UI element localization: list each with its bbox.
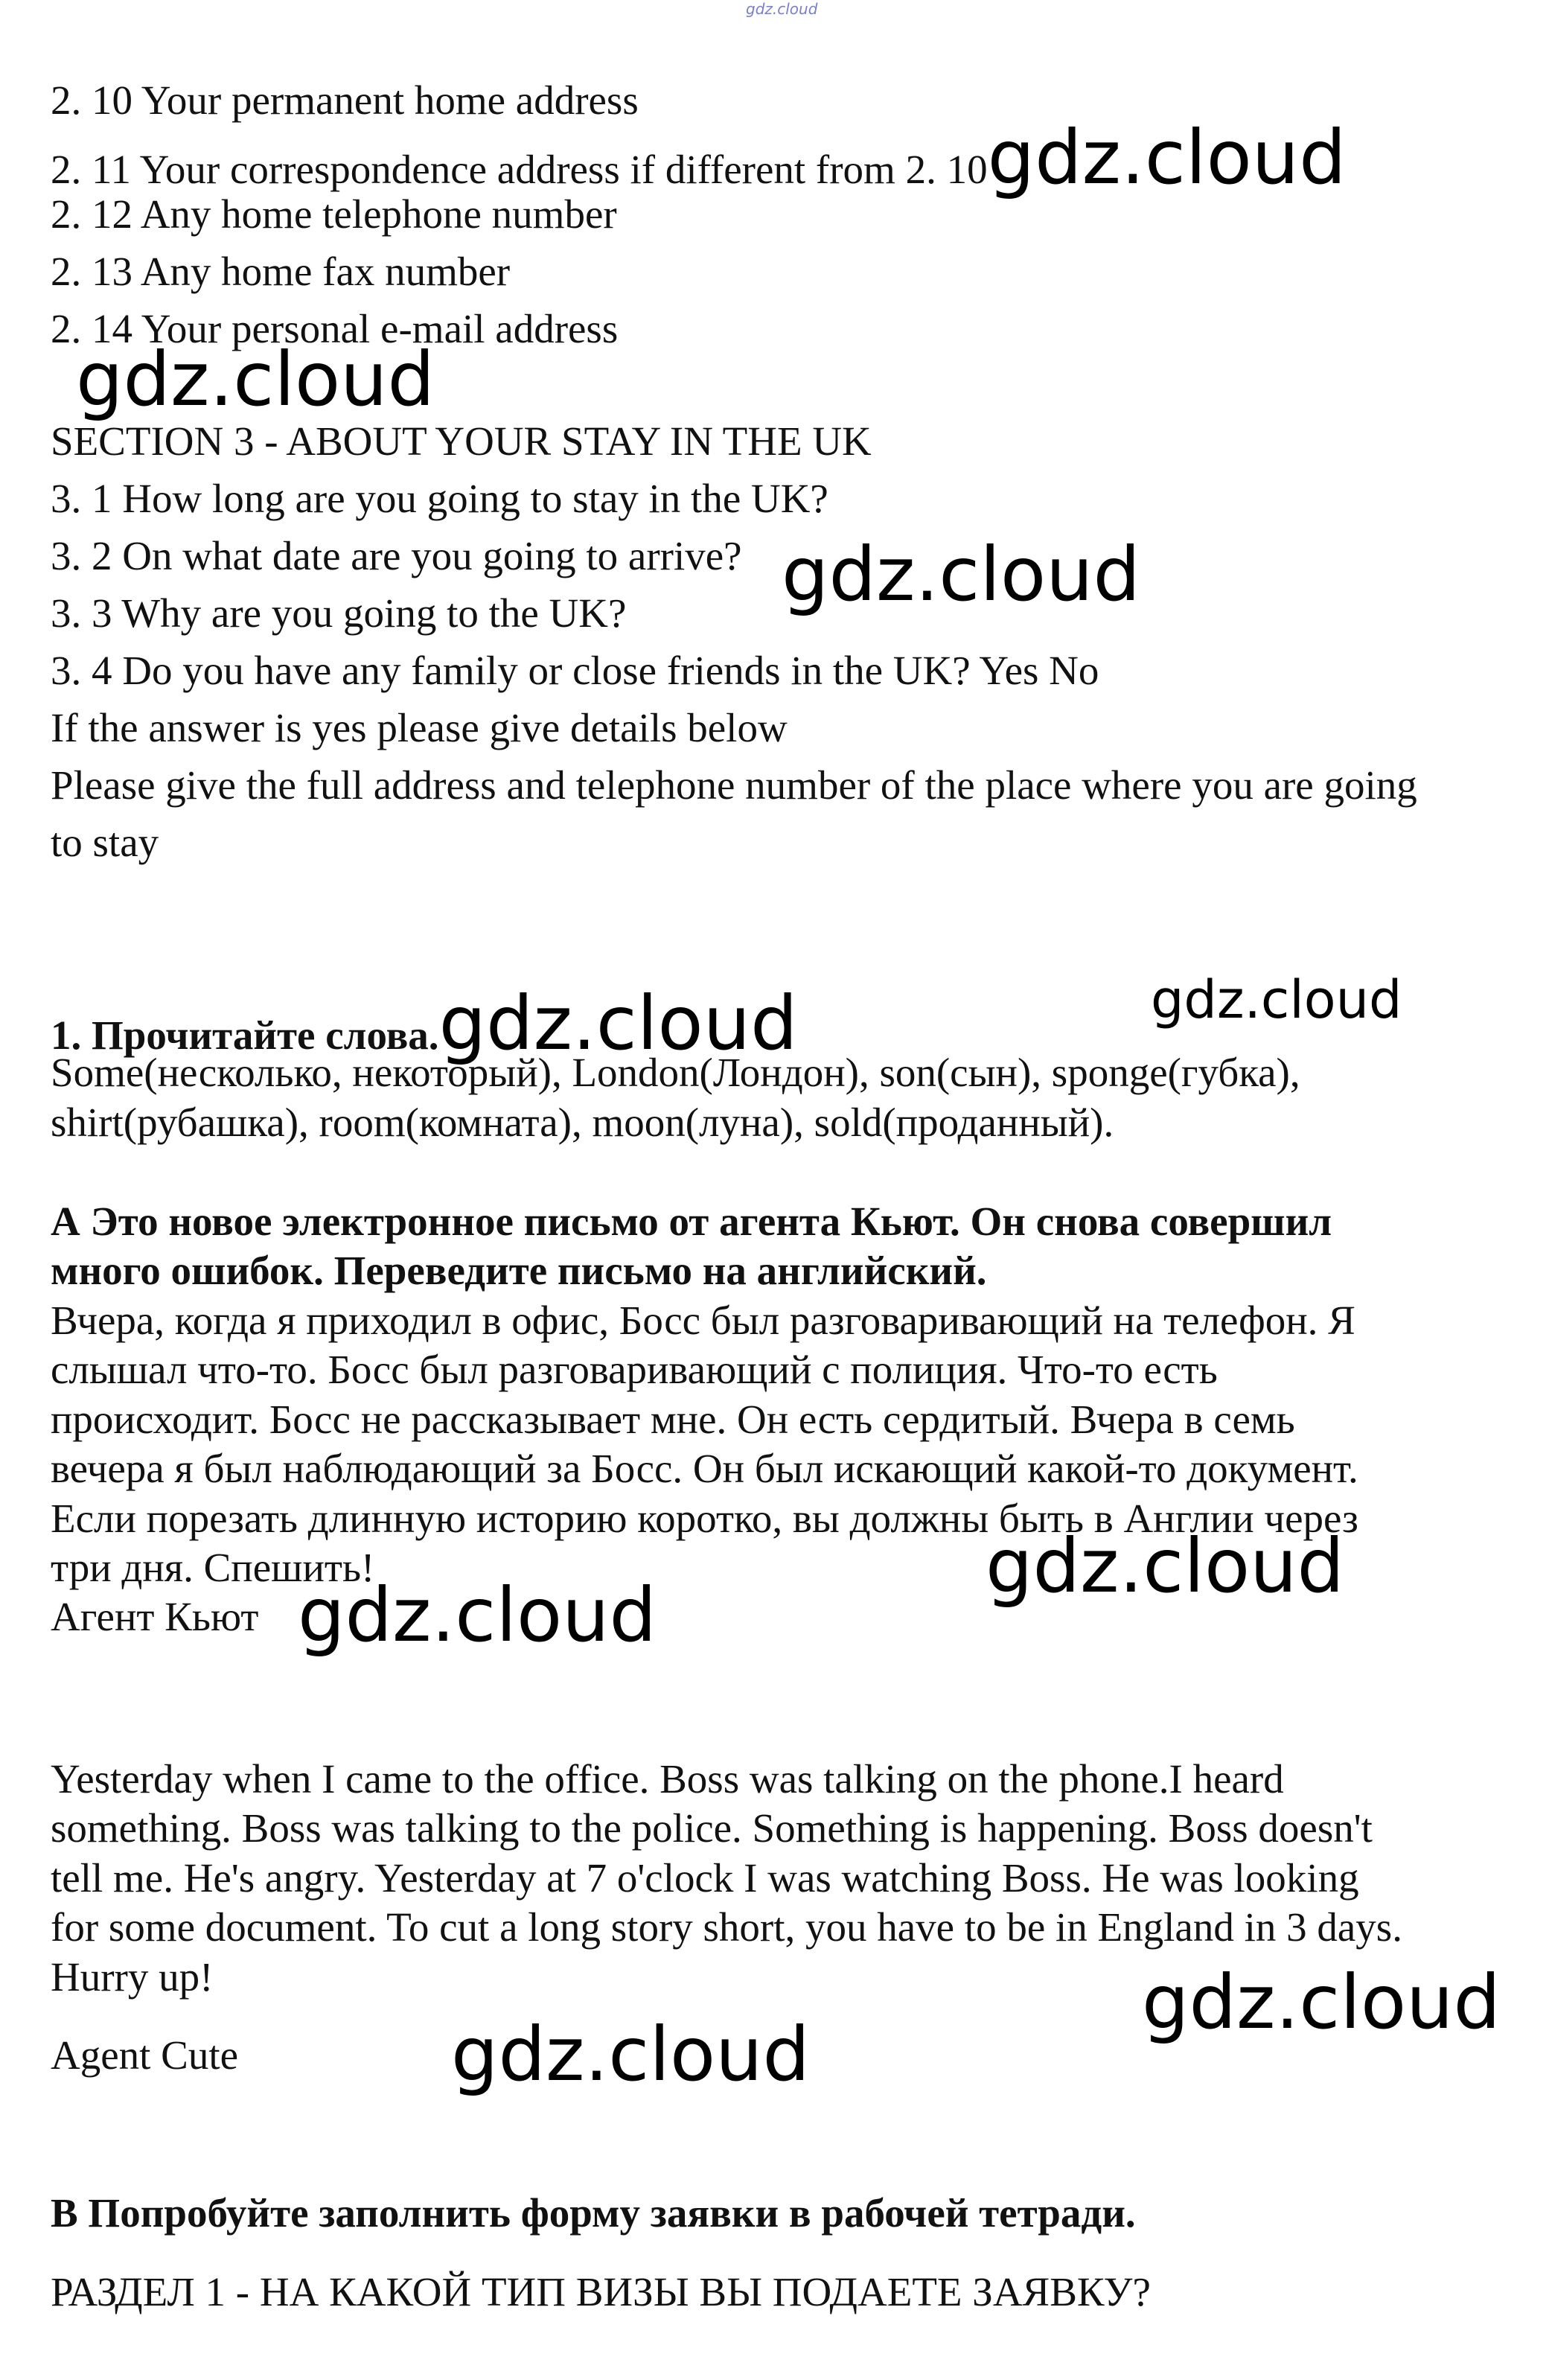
watermark-inline: gdz.cloud bbox=[438, 980, 798, 1067]
task-1-heading-text: 1. Прочитайте слова. bbox=[51, 1012, 439, 1058]
item-2-13: 2. 13 Any home fax number bbox=[51, 249, 511, 294]
header-watermark: gdz.cloud bbox=[746, 0, 818, 18]
task-a-heading-line2: много ошибок. Переведите письмо на английский. bbox=[51, 1248, 987, 1293]
section-3-title: SECTION 3 - ABOUT YOUR STAY IN THE UK bbox=[51, 418, 872, 464]
item-3-4: 3. 4 Do you have any family or close friends in the UK? Yes No bbox=[51, 648, 1099, 693]
item-3-1: 3. 1 How long are you going to stay in the UK? bbox=[51, 476, 828, 521]
task-b-heading: В Попробуйте заполнить форму заявки в рабочей тетради. bbox=[51, 2190, 1136, 2236]
letter-ru-line4: вечера я был наблюдающий за Босс. Он был искающий какой-то документ. bbox=[51, 1446, 1358, 1491]
item-2-11-text: 2. 11 Your correspondence address if different from 2. 10 bbox=[51, 147, 988, 192]
item-2-10: 2. 10 Your permanent home address bbox=[51, 77, 639, 123]
task-1-words-line1: Some(несколько, некоторый), London(Лондон), son(сын), sponge(губка), bbox=[51, 1050, 1300, 1095]
item-3-3: 3. 3 Why are you going to the UK? bbox=[51, 590, 627, 636]
letter-en-line3: tell me. He's angry. Yesterday at 7 o'clock I was watching Boss. He was looking bbox=[51, 1855, 1359, 1901]
item-2-14: 2. 14 Your personal e-mail address bbox=[51, 306, 619, 351]
letter-en-line4: for some document. To cut a long story short, you have to be in England in 3 days. bbox=[51, 1904, 1402, 1950]
note-address-line2: to stay bbox=[51, 820, 159, 865]
task-1-words-line2: shirt(рубашка), room(комната), moon(луна), sold(проданный). bbox=[51, 1100, 1114, 1145]
letter-ru-line5: Если порезать длинную историю коротко, вы должны быть в Англии через bbox=[51, 1496, 1358, 1541]
watermark: gdz.cloud bbox=[1142, 1959, 1501, 2046]
signature-en: Agent Cute bbox=[51, 2032, 239, 2078]
watermark: gdz.cloud bbox=[1151, 969, 1402, 1030]
item-2-11 bbox=[51, 114, 1347, 201]
note-address-line1: Please give the full address and telephone number of the place where you are going bbox=[51, 762, 1417, 808]
item-2-12: 2. 12 Any home telephone number bbox=[51, 191, 617, 237]
letter-ru-line6: три дня. Спешить! bbox=[51, 1545, 375, 1590]
letter-en-line2: something. Boss was talking to the police. Something is happening. Boss doesn't bbox=[51, 1805, 1373, 1851]
watermark-inline: gdz.cloud bbox=[987, 114, 1347, 201]
watermark: gdz.cloud bbox=[298, 1572, 657, 1659]
section-1-title-ru: РАЗДЕЛ 1 - НА КАКОЙ ТИП ВИЗЫ ВЫ ПОДАЕТЕ ЗАЯВКУ? bbox=[51, 2269, 1151, 2314]
letter-ru-line2: слышал что-то. Босс был разговаривающий с полиция. Что-то есть bbox=[51, 1347, 1218, 1392]
item-3-2: 3. 2 On what date are you going to arrive? bbox=[51, 533, 742, 578]
letter-en-line1: Yesterday when I came to the office. Boss was talking on the phone.I heard bbox=[51, 1756, 1284, 1802]
letter-ru-line3: происходит. Босс не рассказывает мне. Он есть сердитый. Вчера в семь bbox=[51, 1397, 1295, 1442]
watermark: gdz.cloud bbox=[782, 531, 1141, 618]
signature-ru: Агент Кьют bbox=[51, 1594, 259, 1639]
watermark: gdz.cloud bbox=[986, 1522, 1345, 1609]
letter-en-line5: Hurry up! bbox=[51, 1954, 214, 2000]
note-details: If the answer is yes please give details below bbox=[51, 705, 788, 750]
task-a-heading-line1: А Это новое электронное письмо от агента Кьют. Он снова совершил bbox=[51, 1199, 1332, 1244]
letter-ru-line1: Вчера, когда я приходил в офис, Босс был разговаривающий на телефон. Я bbox=[51, 1298, 1355, 1343]
watermark: gdz.cloud bbox=[451, 2011, 811, 2098]
watermark: gdz.cloud bbox=[76, 336, 435, 423]
